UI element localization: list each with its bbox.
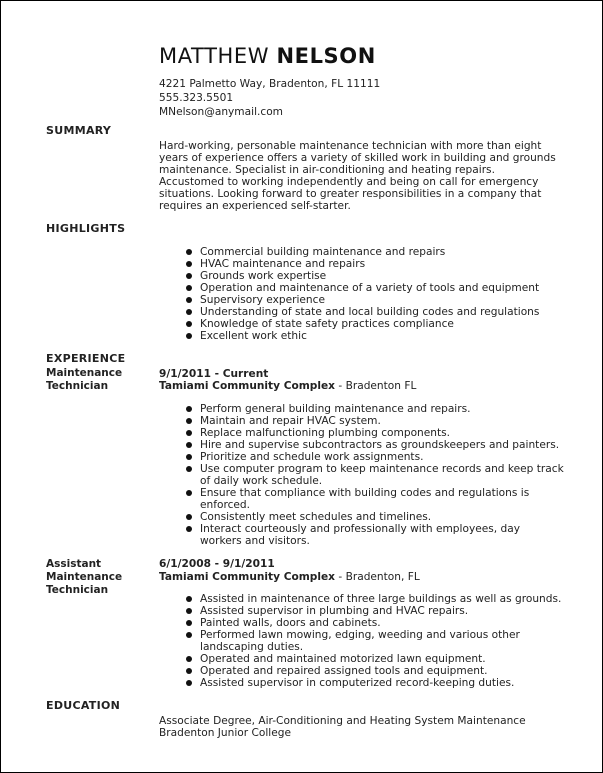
job-title: Maintenance Technician [46,367,123,392]
job-dates: 9/1/2011 - Current [159,368,269,380]
list-item: Consistently meet schedules and timelines. [184,511,564,523]
school: Bradenton Junior College [159,727,292,739]
summary-text: Hard-working, personable maintenance technician with more than eight years of experience offers a variety of skilled work in building and grounds maintenance. Specialist in air-conditioning and heating repairs. Accustomed to working independently and being on call for emergency situations. Looking forward to greater responsibilities in a company that requires an experienced self-starter. [159,140,556,212]
list-item: Operated and maintained motorized lawn equipment. [184,653,564,665]
job-title: Assistant Maintenance Technician [46,558,123,596]
list-item: Knowledge of state safety practices compliance [184,318,564,330]
list-item: Operated and repaired assigned tools and equipment. [184,665,564,677]
last-name: NELSON [276,44,376,68]
list-item: Operation and maintenance of a variety of tools and equipment [184,282,564,294]
job-company [159,380,416,392]
list-item: Assisted in maintenance of three large buildings as well as grounds. [184,593,564,605]
job-duties-list [184,403,564,547]
company-name: Tamiami Community Complex [159,571,336,583]
candidate-name [159,43,376,69]
list-item: Interact courteously and professionally with employees, day workers and visitors. [184,523,564,547]
job-company [159,571,420,583]
first-name: MATTHEW [159,44,270,68]
highlights-heading: HIGHLIGHTS [46,222,126,235]
contact-block [159,77,380,119]
list-item: Performed lawn mowing, edging, weeding and various other landscaping duties. [184,629,564,653]
list-item: HVAC maintenance and repairs [184,258,564,270]
degree: Associate Degree, Air-Conditioning and Heating System Maintenance [159,715,526,727]
list-item: Excellent work ethic [184,330,564,342]
list-item: Hire and supervise subcontractors as groundskeepers and painters. [184,439,564,451]
list-item: Ensure that compliance with building codes and regulations is enforced. [184,487,564,511]
phone: 555.323.5501 [159,92,234,104]
list-item: Grounds work expertise [184,270,564,282]
job-duties-list [184,593,564,689]
highlights-list [184,246,564,342]
list-item: Prioritize and schedule work assignments. [184,451,564,463]
experience-heading: EXPERIENCE [46,352,126,365]
education-block [159,715,526,739]
company-location: - Bradenton FL [335,380,417,392]
company-location: - Bradenton, FL [335,571,420,583]
education-heading: EDUCATION [46,699,121,712]
list-item: Understanding of state and local building codes and regulations [184,306,564,318]
list-item: Commercial building maintenance and repairs [184,246,564,258]
list-item: Perform general building maintenance and repairs. [184,403,564,415]
list-item: Use computer program to keep maintenance records and keep track of daily work schedule. [184,463,564,487]
job-dates: 6/1/2008 - 9/1/2011 [159,558,275,570]
list-item: Replace malfunctioning plumbing components. [184,427,564,439]
list-item: Painted walls, doors and cabinets. [184,617,564,629]
list-item: Assisted supervisor in plumbing and HVAC repairs. [184,605,564,617]
list-item: Maintain and repair HVAC system. [184,415,564,427]
list-item: Assisted supervisor in computerized record-keeping duties. [184,677,564,689]
company-name: Tamiami Community Complex [159,380,336,392]
list-item: Supervisory experience [184,294,564,306]
summary-heading: SUMMARY [46,124,112,137]
address: 4221 Palmetto Way, Bradenton, FL 11111 [159,78,381,90]
email: MNelson@anymail.com [159,106,284,118]
